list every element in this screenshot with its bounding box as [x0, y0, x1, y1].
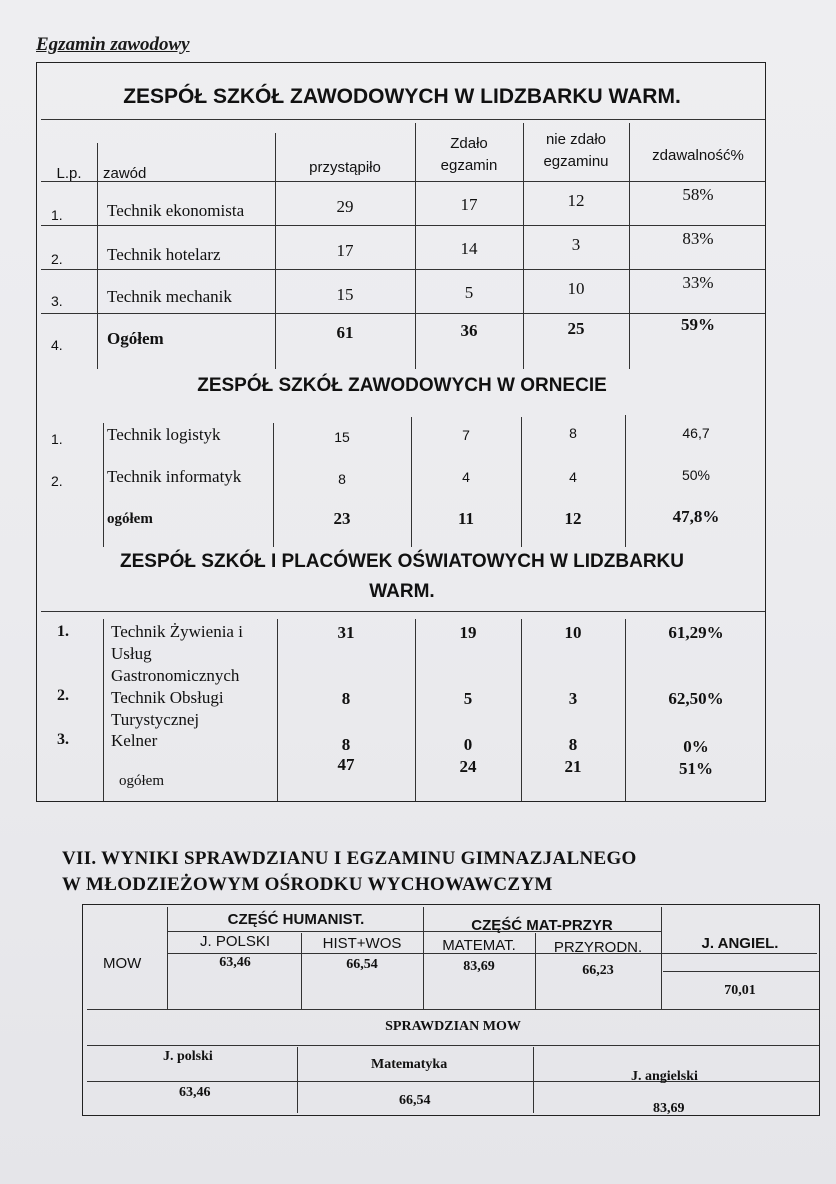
spr-value-matematyka: 66,54 — [399, 1093, 431, 1108]
spr-value-j-polski: 63,46 — [179, 1085, 211, 1100]
spr-value-j-angielski: 83,69 — [653, 1101, 685, 1116]
header-lp: L.p. — [56, 165, 82, 182]
value-matemat: 83,69 — [463, 959, 495, 974]
spr-col-j-polski: J. polski — [163, 1049, 213, 1064]
col-j-polski: J. POLSKI — [199, 933, 271, 950]
header-przystapilo: przystąpiło — [309, 159, 381, 176]
group-humanist: CZĘŚĆ HUMANIST. — [227, 911, 365, 928]
header-zawod: zawód — [103, 165, 147, 182]
value-hist-wos: 66,54 — [346, 957, 378, 972]
gimnazjum-results-table — [82, 904, 820, 1116]
row-label-mow: MOW — [103, 955, 142, 972]
page-heading: Egzamin zawodowy — [36, 34, 190, 55]
col-j-angiel: J. ANGIEL. — [701, 935, 779, 952]
exam-results-table: ZESPÓŁ SZKÓŁ ZAWODOWYCH W LIDZBARKU WARM. L.p. zawód przystąpiło Zdało egzamin nie zdało egzaminu zdawalność% 1. Technik ekonomista 29 17 12 58% 2. Technik hotelarz 17 14 3 83% 3. Technik mechanik 15 5 10 33% 4. Ogółem 61 36 25 59% ZESPÓŁ SZKÓŁ ZAWODOWYCH W ORNECIE 1. Technik logistyk 15 7 8 46,7 2. Technik informatyk 8 4 4 50% ogółem 23 11 12 47,8% ZESPÓŁ SZKÓŁ I PLACÓWEK OŚWIATOWYCH W LIDZBARKU WARM. 1. Technik Żywienia i Usług Gastronomicznych 31 19 10 61,29% 2. Technik Obsługi Turystycznej 8 5 3 62,50% 3. Kelner 8 0 8 0% ogółem 47 24 21 51% — [36, 62, 766, 802]
value-j-angiel: 70,01 — [724, 983, 756, 998]
school2-title: ZESPÓŁ SZKÓŁ ZAWODOWYCH W ORNECIE — [197, 375, 607, 396]
sprawdzian-title: SPRAWDZIAN MOW — [385, 1019, 521, 1034]
section7-heading: VII. WYNIKI SPRAWDZIANU I EGZAMINU GIMNAZJALNEGO W MŁODZIEŻOWYM OŚRODKU WYCHOWAWCZYM — [62, 848, 637, 895]
group-mat-przyr: CZĘŚĆ MAT-PRZYR — [471, 917, 613, 934]
school3-title: ZESPÓŁ SZKÓŁ I PLACÓWEK OŚWIATOWYCH W LIDZBARKU WARM. — [120, 551, 684, 602]
school1-title: ZESPÓŁ SZKÓŁ ZAWODOWYCH W LIDZBARKU WARM. — [123, 85, 681, 108]
value-j-polski: 63,46 — [219, 955, 251, 970]
header-zdawalnosc: zdawalność% — [652, 147, 744, 164]
col-przyrodn: PRZYRODN. — [553, 939, 643, 956]
spr-col-matematyka: Matematyka — [371, 1057, 448, 1072]
header-zdalo: Zdało egzamin — [440, 135, 498, 174]
col-hist-wos: HIST+WOS — [322, 935, 402, 952]
header-nie-zdalo: nie zdało egzaminu — [543, 131, 609, 170]
spr-col-j-angielski: J. angielski — [631, 1069, 698, 1084]
col-matemat: MATEMAT. — [442, 937, 516, 954]
value-przyrodn: 66,23 — [582, 963, 614, 978]
